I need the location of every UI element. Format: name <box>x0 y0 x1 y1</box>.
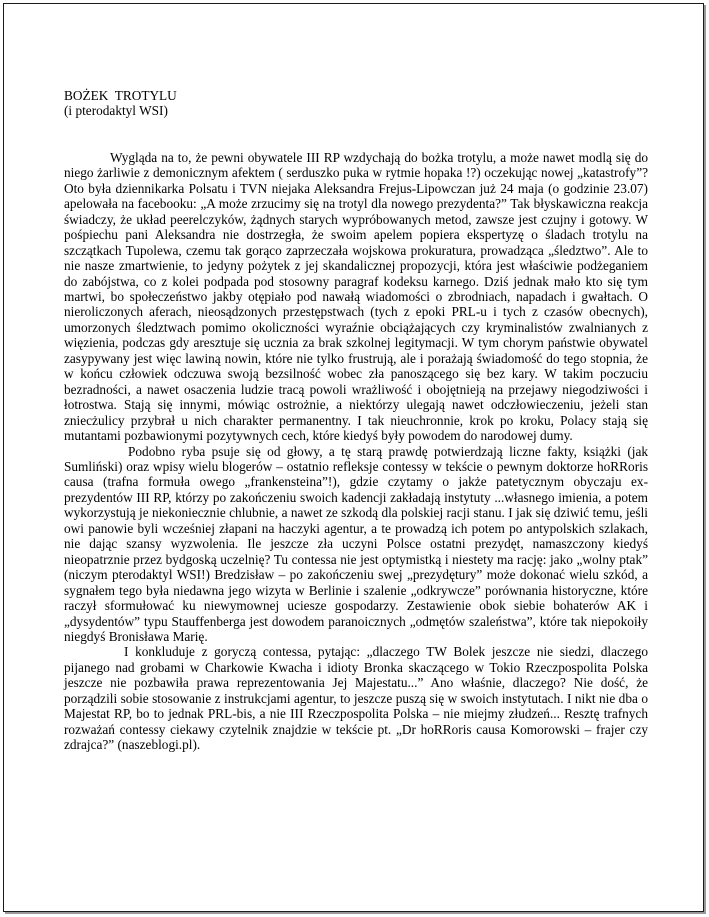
paragraph-1: Wygląda na to, że pewni obywatele III RP wzdychają do bożka trotylu, a może nawet modlą się do niego żarliwie z demonicznym afektem ( serduszko puka w rytmie hopaka !?) oczekując nowej „katastrofy”? Oto była dziennikarka Polsatu i TVN niejaka Aleksandra Frejus-Lipowczan już 24 maja (o godzinie 23.07) apelowała na facebooku: „A może zrzucimy się na trotyl dla nowego prezydenta?” Tak błyskawiczna reakcja świadczy, że układ peerelczyków, żądnych starych wypróbowanych metod, zawsze jest czujny i gotowy. W pośpiechu pani Aleksandra nie dostrzegła, że swoim apelem popiera ekspertyzę o śladach trotylu na szczątkach Tupolewa, czemu tak gorąco zaprzeczała wojskowa prokuratura, prowadząca „śledztwo”. Ale to nie nasze zmartwienie, to jedyny pożytek z jej skandalicznej propozycji, która jest właściwie podżeganiem do zabójstwa, co z kolei podpada pod stosowny paragraf kodeksu karnego. Dziś jednak mało kto się tym martwi, bo społeczeństwo jakby otępiało pod nawałą wiadomości o zbrodniach, napadach i gwałtach. O nieroliczonych aferach, nieosądzonych przestępstwach (tych z epoki PRL-u i tych z czasów obecnych), umorzonych śledztwach pomimo okoliczności wyraźnie obciążających czy kryminalistów zwalnianych z więzienia, podczas gdy aresztuje się ucznia za brak szkolnej legitymacji. W tym chorym państwie obywatel zasypywany jest więc lawiną nowin, które nie tylko frustrują, ale i porażają świadomość do tego stopnia, że w końcu człowiek odczuwa swoją bezsilność wobec zła panoszącego się bez kary. W takim poczuciu bezradności, a nawet osaczenia ludzie tracą powoli wrażliwość i obojętnieją na przejawy niegodziwości i łotrostwa. Stają się innymi, mówiąc ostrożnie, a niektórzy ulegają nawet odczłowieczeniu, jeżeli stan zniecżulicy przybrał u nich charakter permanentny. I tak nieuchronnie, krok po kroku, Polacy stają się mutantami pozbawionymi pozytywnych cech, które kiedyś były powodem do narodowej dumy. <box>64 149 648 444</box>
document-page <box>3 3 704 912</box>
document-subtitle: (i pterodaktyl WSI) <box>64 103 168 119</box>
paragraph-2: Podobno ryba psuje się od głowy, a tę starą prawdę potwierdzają liczne fakty, książki (jak Sumliński) oraz wpisy wielu blogerów – ostatnio refleksje contessy w tekście o pewnym doktorze hoRRoris causa (trafna formuła owego „frankensteina”!), gdzie czytamy o jakże patetycznym obyczaju ex-prezydentów III RP, którzy po zakończeniu swoich kadencji zakładają instytuty ...własnego imienia, a potem wykorzystują je niekoniecznie chlubnie, a nawet ze szkodą dla polskiej racji stanu. I jak się dziwić temu, jeśli owi panowie byli wcześniej złapani na haczyki agentur, a te prowadzą ich potem po antypolskich szlakach, nie dając szansy wyzwolenia. Ile jeszcze zła uczyni Polsce ostatni prezydęt, namaszczony kiedyś nieopatrznie przez bydgoską uczelnię? Tu contessa nie jest optymistką i niestety ma rację: jako „wolny ptak” (niczym pterodaktyl WSI!) Bredzisław – po zakończeniu swej „prezydętury” może dokonać wielu szkód, a sygnałem tego była niedawna jego wizyta w Berlinie i szalenie „odkrywcze” porównania historyczne, które raczył sformułować ku niewymownej uciesze gospodarzy. Zestawienie obok siebie bohaterów AK i „dysydentów” typu Stauffenberga jest dowodem paranoicznych „odmętów szaleństwa”, które tak niepokoiły niegdyś Bronisława Marię. <box>64 443 648 644</box>
document-body <box>64 88 648 753</box>
paragraph-3: I konkluduje z goryczą contessa, pytając: „dlaczego TW Bolek jeszcze nie siedzi, dlaczego pijanego nad grobami w Charkowie Kwacha i idioty Bronka skaczącego w Tokio Rzeczpospolita Polska jeszcze nie pozbawiła prawa reprezentowania Jej Majestatu...” Ano właśnie, dlaczego? Nie dość, że porządzili sobie stosowanie z instrukcjami agentur, to jeszcze puszą się w swoich instytutach. I nikt nie dba o Majestat RP, bo to jednak PRL-bis, a nie III Rzeczpospolita Polska – nie miejmy złudzeń... Resztę trafnych rozważań contessy ciekawy czytelnik znajdzie w tekście pt. „Dr hoRRoris causa Komorowski – frajer czy zdrajca?” (naszeblogi.pl). <box>64 644 648 753</box>
document-title: BOŻEK TROTYLU <box>64 88 177 103</box>
title-block <box>64 88 648 119</box>
